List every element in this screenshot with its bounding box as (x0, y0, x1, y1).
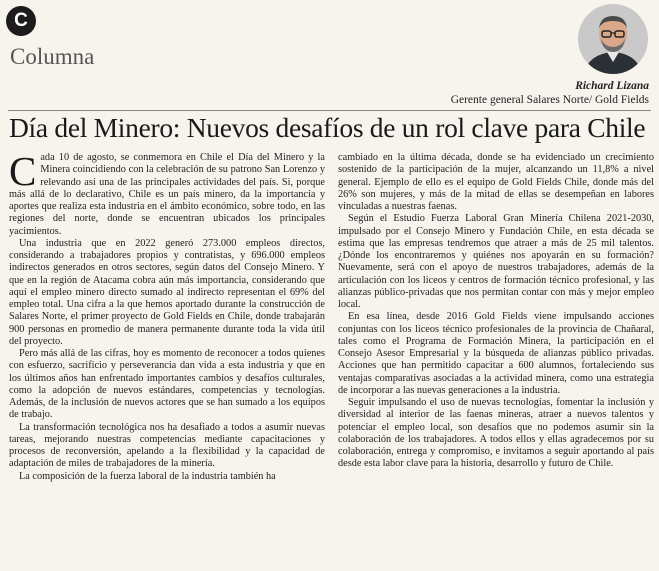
article-column-right (338, 152, 654, 471)
author-role: Gerente general Salares Norte/ Gold Fields (450, 94, 649, 106)
paragraph: En esa línea, desde 2016 Gold Fields viene impulsando acciones conjuntas con los liceos técnico profesionales de la provincia de Chañaral, tales como el Programa de Formación Minera, la participación en el Consejo Asesor Empresarial y la búsqueda de alianzas público privadas. Acciones que han permitido capacitar a 600 alumnos, fortaleciendo sus ventajas comparativas asociadas a la actividad minera, como una estrategia de incorporar a las nuevas generaciones a la industria. (338, 311, 654, 396)
paragraph-text: ada 10 de agosto, se conmemora en Chile el Día del Minero y la Minera coincidiendo con la celebración de su patrono San Lorenzo y relevando así una de las principales actividades del país. Si, porque más allá de lo declarativo, Chile es un país minero, da la importancia y aportes que realiza esta industria en el ámbito económico, sobre todo, en las regiones del norte, donde se encuentran ubicados los principales yacimientos. (9, 152, 325, 237)
paragraph: La transformación tecnológica nos ha desafiado a todos a asumir nuevas tareas, mejorando nuestras competencias mediante capacitaciones y procesos de reconversión, apelando a la flexibilidad y la capacidad de adaptación de miles de trabajadores de la minería. (9, 421, 325, 470)
section-badge: C (6, 6, 36, 36)
paragraph: Seguir impulsando el uso de nuevas tecnologías, fomentar la inclusión y diversidad al interior de las faenas mineras, atraer a nuevos talentos y potenciar el empleo local, son desafíos que no podemos asumir sin la colaboración de los trabajadores. A todos ellos y ellas agradecemos por su colaboración, entrega y compromiso, e invitamos a seguir aportando al país desde esta labor clave para la historia, desarrollo y futuro de Chile. (338, 397, 654, 470)
paragraph: La composición de la fuerza laboral de la industria también ha (19, 470, 276, 482)
paragraph (9, 148, 325, 238)
drop-cap: C (9, 148, 37, 194)
article-headline: Día del Minero: Nuevos desafíos de un rol clave para Chile (9, 112, 646, 143)
author-name: Richard Lizana (575, 80, 649, 92)
paragraph: Según el Estudio Fuerza Laboral Gran Minería Chilena 2021-2030, impulsado por el Consejo Minero y Fundación Chile, en esta década se estima que las empresas tendremos que atraer a más de 25 mil talentos. ¿Dónde los encontraremos y quiénes nos apoyarán en su formación? Nuevamente, será con el apoyo de nuestros trabajadores, además de la articulación con los liceos y centros de formación técnico profesional, y las alianzas público-privadas que nos permitan contar con más y mejor empleo local. (338, 213, 654, 310)
paragraph: Una industria que en 2022 generó 273.000 empleos directos, considerando a trabajadores propios y contratistas, y 696.000 empleos indirectos generados en otros sectores, según datos del Consejo Minero. Y que en la región de Atacama cobra aún más importancia, considerando que aquí el empleo minero directo sumado al indirecto representan el 69% del empleo total. Una cifra a la que hemos aportado durante la construcción de Salares Norte, el primer proyecto de Gold Fields en Chile, donde trabajarán 900 personas en promedio de manera permanente durante toda la vida útil del proyecto. (9, 237, 325, 347)
section-label: Columna (10, 44, 95, 69)
author-photo (578, 4, 648, 74)
paragraph: cambiado en la última década, donde se ha evidenciado un crecimiento sostenido de la participación de la mujer, alcanzando un 11,8% a nivel general. Ejemplo de ello es el equipo de Gold Fields Chile, donde más del 26% son mujeres, y más de la mitad de ellas se desempeñan en labores vinculadas a nuestras faenas. (338, 152, 654, 212)
article-column-left (9, 148, 325, 483)
paragraph: Pero más allá de las cifras, hoy es momento de reconocer a todos quienes con esfuerzo, sacrificio y perseverancia dan vida a esta industria y que en los últimos años han enfrentado importantes cambios y desafíos culturales, como la adopción de nuevos estándares, competencias y tecnologías. Además, de la inclusión de nuevos actores que se han sumado a los equipos de trabajo. (9, 348, 325, 421)
